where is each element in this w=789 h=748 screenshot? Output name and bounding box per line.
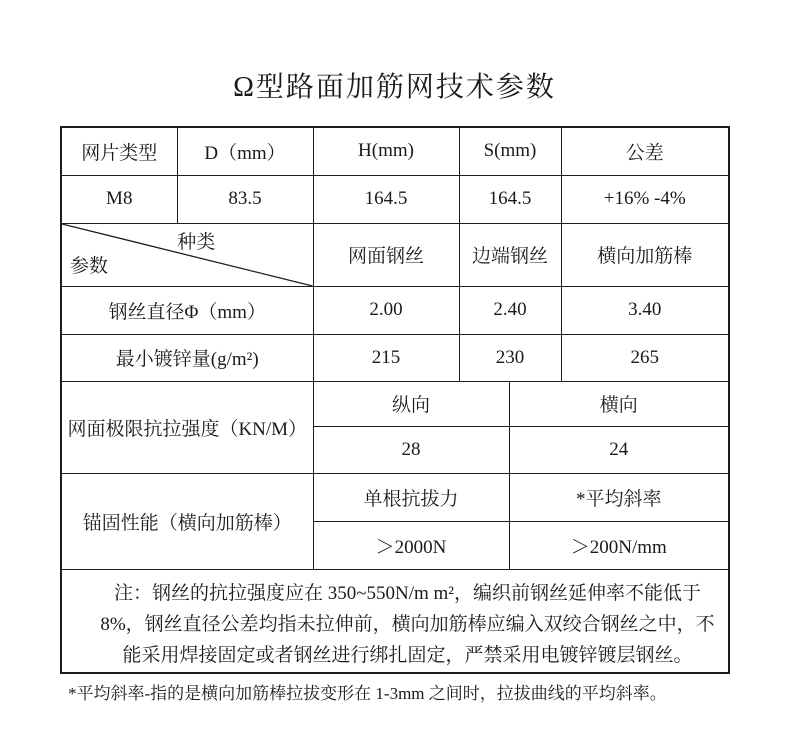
diagonal-label-kind: 种类 xyxy=(177,231,216,253)
kind-cell-transverse-bar: 横向加筋棒 xyxy=(561,223,729,286)
spec-row xyxy=(61,175,729,223)
cell-h-value: 164.5 xyxy=(313,175,459,223)
zinc-coating-row xyxy=(61,334,729,381)
footnote: *平均斜率-指的是横向加筋棒拉拔变形在 1-3mm 之间时，拉拔曲线的平均斜率。 xyxy=(68,684,667,703)
anchor-value-slope: ＞200N/mm xyxy=(509,521,729,569)
cell-model: M8 xyxy=(61,175,177,223)
zinc-coating-mesh: 215 xyxy=(313,334,459,381)
header-cell-s: S(mm) xyxy=(459,127,561,175)
header-cell-mesh-type: 网片类型 xyxy=(61,127,177,175)
header-cell-d: D（mm） xyxy=(177,127,313,175)
header-row xyxy=(61,127,729,175)
page-title: Ω型路面加筋网技术参数 xyxy=(233,72,556,103)
tensile-value-transverse: 24 xyxy=(509,426,729,473)
wire-diameter-mesh: 2.00 xyxy=(313,286,459,334)
tensile-header-transverse: 横向 xyxy=(509,381,729,426)
header-cell-h: H(mm) xyxy=(313,127,459,175)
note-row xyxy=(61,569,729,673)
kind-cell-edge-wire: 边端钢丝 xyxy=(459,223,561,286)
zinc-coating-bar: 265 xyxy=(561,334,729,381)
table-note: 注：钢丝的抗拉强度应在 350~550N/m m²，编织前钢丝延伸率不能低于 8%，钢丝直径公差均指未拉伸前，横向加筋棒应编入双绞合钢丝之中，不能采用焊接固定或者钢丝进行绑扎固定，严禁采用电镀锌镀层钢丝。 xyxy=(61,569,729,673)
tensile-value-longitudinal: 28 xyxy=(313,426,509,473)
wire-diameter-row xyxy=(61,286,729,334)
cell-s-value: 164.5 xyxy=(459,175,561,223)
wire-diameter-edge: 2.40 xyxy=(459,286,561,334)
kind-header-row xyxy=(61,223,729,286)
anchor-header-row xyxy=(61,473,729,521)
anchor-value-pullout: ＞2000N xyxy=(313,521,509,569)
tensile-header-row xyxy=(61,381,729,426)
cell-d-value: 83.5 xyxy=(177,175,313,223)
kind-cell-mesh-wire: 网面钢丝 xyxy=(313,223,459,286)
spec-table xyxy=(60,126,730,674)
header-cell-tolerance: 公差 xyxy=(561,127,729,175)
label-anchor-performance: 锚固性能（横向加筋棒） xyxy=(61,473,313,569)
diagonal-label-parameter: 参数 xyxy=(70,255,109,277)
label-wire-diameter: 钢丝直径Φ（mm） xyxy=(61,286,313,334)
cell-tolerance-value: +16% -4% xyxy=(561,175,729,223)
label-tensile-strength: 网面极限抗拉强度（KN/M） xyxy=(61,381,313,473)
anchor-header-slope: *平均斜率 xyxy=(509,473,729,521)
label-zinc-coating: 最小镀锌量(g/m²) xyxy=(61,334,313,381)
anchor-header-pullout: 单根抗拔力 xyxy=(313,473,509,521)
wire-diameter-bar: 3.40 xyxy=(561,286,729,334)
diagonal-header-cell xyxy=(61,223,313,286)
zinc-coating-edge: 230 xyxy=(459,334,561,381)
tensile-header-longitudinal: 纵向 xyxy=(313,381,509,426)
